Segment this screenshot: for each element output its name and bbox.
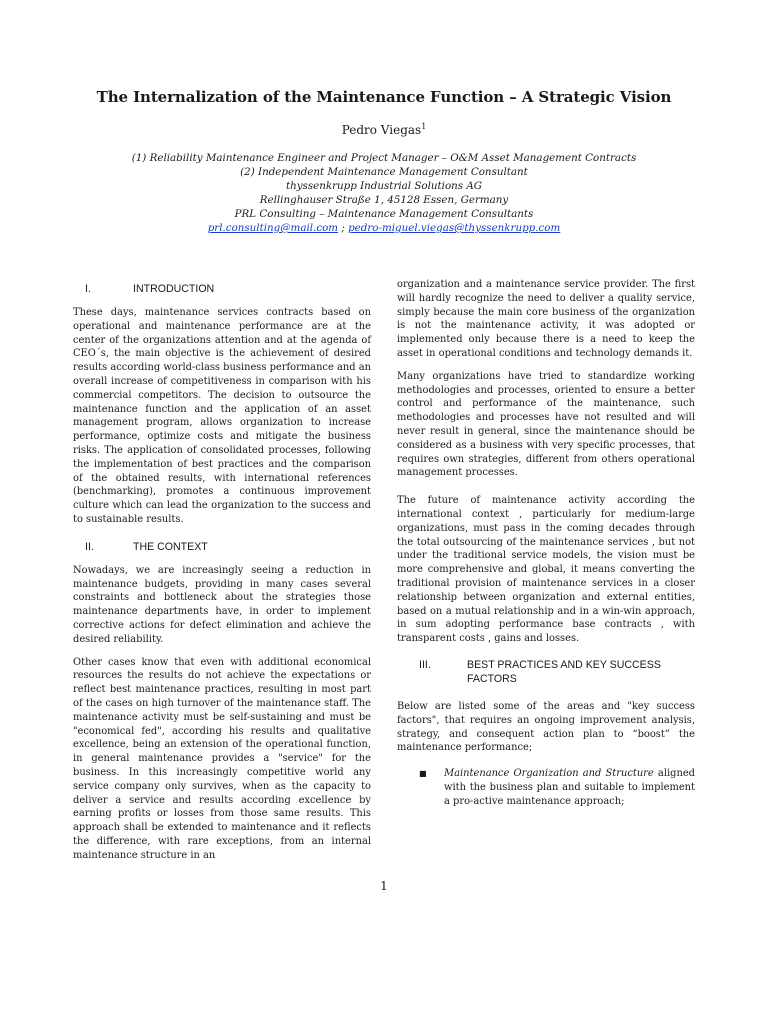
email-link-prl[interactable]: prl.consulting@mail.com [207,222,339,234]
section-title: BEST PRACTICES AND KEY SUCCESS FACTORS [467,658,661,685]
author-name: Pedro Viegas [341,123,422,137]
section-heading-context [73,540,371,554]
author-line [0,119,768,138]
email-separator: ; [338,222,349,234]
context-paragraph-4: Many organizations have tried to standardize working methodologies and processes, oriented to ensure a better control and performance of the maintenance, such methodologies and processes have not resulted and will never result in general, since the maintenance should be considered as a business with very specific processes, that requires own strategies, different from others operational management processes. [397,370,695,479]
introduction-paragraph: These days, maintenance services contracts based on operational and maintenance performance are at the center of the organizations attention and at the agenda of CEO´s, the main objective is the achievement of desired results according world-class business performance and an overall increase of competitiveness in comparison with his commercial competitors. The decision to outsource the maintenance function and the application of an asset management program, allows organization to increase performance, optimize costs and mitigate the business risks. The application of consolidated processes, following the implementation of best practices and the comparison of the obtained results, with international references (benchmarking), promotes a continuous improvement culture which can lead the organization to the success and to sustainable results. [73,307,371,525]
section-number: II. [85,540,94,553]
page-number: 1 [380,879,388,893]
best-practices-paragraph: Below are listed some of the areas and "key success factors", that requires an ongoing improvement analysis, strategy, and consequent action plan to “boost” the maintenance performance; [397,700,695,754]
context-paragraph-3: organization and a maintenance service provider. The first will hardly recognize the need to deliver a quality service, simply because the main core business of the organization is not the maintenance activity, it was adopted or implemented only because there is a need to keep the asset in operational conditions and technology demands it. [397,279,695,359]
section-title: INTRODUCTION [133,283,215,295]
section-title: THE CONTEXT [133,540,208,553]
context-paragraph-2: Other cases know that even with additional economical resources the results do not achieve the expectations or reflect best maintenance practices, resulting in most part of the cases on high turnover of the maintenance staff. The maintenance activity must be self-sustaining and must be "economical fed", according his results and qualitative excellence, being an extension of the operational function, in general maintenance provides a "service" for the business. In this increasingly competitive world any service company only survives, when as the capacity to deliver a service and results according excellence by earning profits or losses from those same results. This approach shall be extended to maintenance and it reflects the difference, with rare exceptions, from an internal maintenance structure in an [73,656,371,861]
list-item-title: Maintenance Organization and Structure [444,768,654,780]
context-paragraph-5: The future of maintenance activity according the international context , particularly for medium-large organizations, must pass in the coming decades through the total outsourcing of the maintenance services , but not under the traditional service models, the vision must be more comprehensive and global, it means converting the traditional provision of maintenance services in a closer relationship between organization and external entities, based on a mutual relationship and in a win-win approach, in sum adopting performance base contracts , with transparent costs , gains and losses. [397,495,695,645]
context-paragraph-1: Nowadays, we are increasingly seeing a reduction in maintenance budgets, providing in many cases several constraints and bottleneck about the strategies those maintenance departments have, in order to implement corrective actions for defect elimination and achieve the desired reliability. [73,564,371,645]
paper-title: The Internalization of the Maintenance Function – A Strategic Vision [96,88,672,106]
list-item [397,767,695,808]
affiliation-consulting: PRL Consulting – Maintenance Management Consultants [234,208,534,220]
email-link-thyssenkrupp[interactable]: pedro-miguel.viegas@thyssenkrupp.com [348,222,561,234]
square-bullet-icon: ■ [419,769,427,779]
section-heading-introduction [73,282,371,296]
affiliation-address: Rellinghauser Straße 1, 45128 Essen, Germany [259,194,509,206]
affiliation-1: (1) Reliability Maintenance Engineer and Project Manager – O&M Asset Management Contracts [131,152,637,164]
section-number: III. [419,658,431,671]
section-heading-best-practices [397,658,695,686]
list-item-text: aligned with the business plan and suitable to implement a pro-active maintenance approach; [444,768,695,807]
section-number: I. [85,283,91,295]
author-affiliation-mark: 1 [421,122,427,131]
affiliations [100,151,668,235]
contact-emails [100,221,668,235]
affiliation-company: thyssenkrupp Industrial Solutions AG [285,180,483,192]
list-item-body [444,767,695,808]
right-column [397,278,695,809]
affiliation-2: (2) Independent Maintenance Management Consultant [240,166,528,178]
left-column [73,278,371,871]
